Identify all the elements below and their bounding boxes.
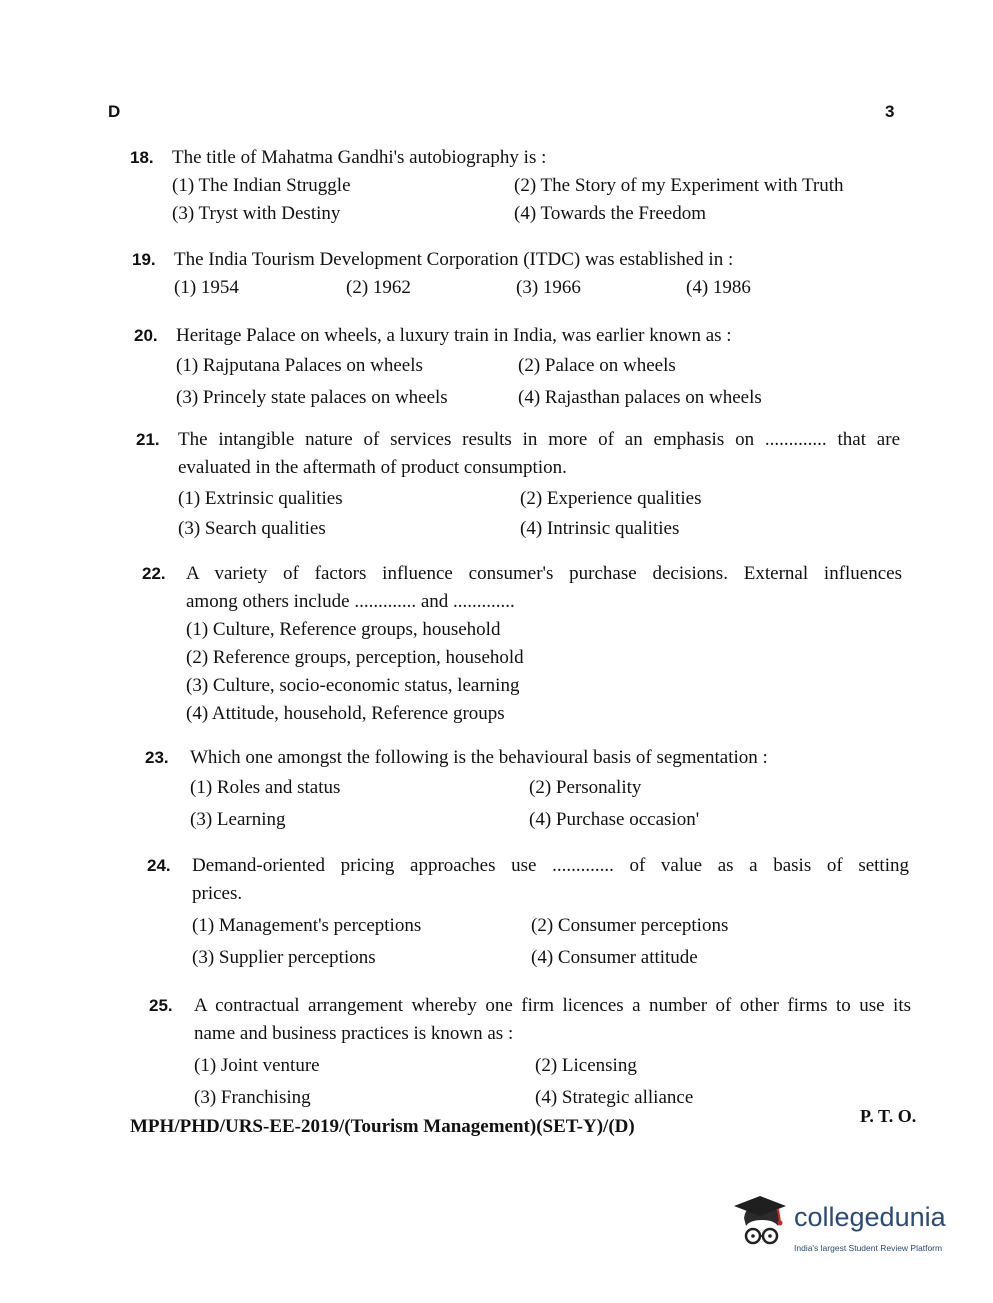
- option-3: (3) Franchising: [194, 1087, 311, 1108]
- question-number: 19.: [132, 250, 156, 269]
- option-4: (4) 1986: [686, 277, 751, 298]
- option-3: (3) Search qualities: [178, 518, 326, 539]
- option-3: (3) Supplier perceptions: [192, 947, 376, 968]
- question-21: [136, 426, 900, 544]
- option-1: (1) Management's perceptions: [192, 915, 422, 936]
- question-text-line-2: among others include ............. and .............: [186, 591, 515, 612]
- question-text-line-1: A contractual arrangement whereby one firm licences a number of other firms to use its: [194, 995, 911, 1016]
- option-1: (1) Rajputana Palaces on wheels: [176, 355, 423, 376]
- option-1: (1) 1954: [174, 277, 239, 298]
- option-3: (3) Princely state palaces on wheels: [176, 387, 448, 408]
- option-2: (2) 1962: [346, 277, 411, 298]
- question-text-line-2: prices.: [192, 883, 243, 904]
- option-3: (3) Learning: [190, 809, 286, 830]
- option-3: (3) 1966: [516, 277, 581, 298]
- question-text: The India Tourism Development Corporation (ITDC) was established in :: [174, 249, 734, 270]
- option-4: (4) Towards the Freedom: [514, 203, 706, 224]
- paper-code: MPH/PHD/URS-EE-2019/(Tourism Management)(SET-Y)/(D): [130, 1116, 635, 1137]
- option-4: (4) Strategic alliance: [535, 1087, 694, 1108]
- question-number: 23.: [145, 748, 169, 767]
- question-number: 18.: [130, 148, 154, 167]
- option-2: (2) Personality: [529, 777, 642, 798]
- mascot-icon: [734, 1196, 790, 1256]
- brand-tagline: India's largest Student Review Platform: [794, 1243, 943, 1253]
- question-19: [132, 246, 892, 302]
- brand-name: collegedunia: [794, 1202, 946, 1232]
- question-number: 20.: [134, 326, 158, 345]
- question-23: [145, 744, 905, 836]
- question-number: 25.: [149, 996, 173, 1015]
- option-4: (4) Consumer attitude: [531, 947, 698, 968]
- option-1: (1) Roles and status: [190, 777, 341, 798]
- option-2: (2) Consumer perceptions: [531, 915, 729, 936]
- page-number: 3: [885, 102, 895, 121]
- question-text: Which one amongst the following is the behavioural basis of segmentation :: [190, 747, 768, 768]
- option-1: (1) Joint venture: [194, 1055, 320, 1076]
- option-1: (1) Culture, Reference groups, household: [186, 619, 501, 640]
- question-text-line-2: name and business practices is known as :: [194, 1023, 514, 1044]
- option-4: (4) Rajasthan palaces on wheels: [518, 387, 762, 408]
- question-text-line-1: Demand-oriented pricing approaches use ............. of value as a basis of setting: [192, 855, 909, 876]
- question-text: Heritage Palace on wheels, a luxury train in India, was earlier known as :: [176, 325, 732, 346]
- pto-label: P. T. O.: [860, 1106, 917, 1126]
- option-4: (4) Attitude, household, Reference groups: [186, 703, 505, 724]
- option-4: (4) Purchase occasion': [529, 809, 700, 830]
- option-3: (3) Culture, socio-economic status, learning: [186, 675, 520, 696]
- option-1: (1) Extrinsic qualities: [178, 488, 343, 509]
- question-text-line-1: A variety of factors influence consumer's purchase decisions. External influences: [186, 563, 902, 584]
- question-text-line-2: evaluated in the aftermath of product consumption.: [178, 457, 567, 478]
- option-2: (2) Experience qualities: [520, 488, 702, 509]
- option-1: (1) The Indian Struggle: [172, 175, 351, 196]
- option-2: (2) The Story of my Experiment with Truth: [514, 175, 844, 196]
- set-letter: D: [108, 102, 121, 121]
- question-number: 21.: [136, 430, 160, 449]
- option-3: (3) Tryst with Destiny: [172, 203, 341, 224]
- collegedunia-watermark: [734, 1196, 960, 1258]
- question-number: 24.: [147, 856, 171, 875]
- question-text: The title of Mahatma Gandhi's autobiography is :: [172, 147, 547, 168]
- question-20: [134, 322, 894, 414]
- question-25: [149, 992, 911, 1114]
- question-18: [130, 144, 890, 228]
- option-4: (4) Intrinsic qualities: [520, 518, 680, 539]
- question-22: [142, 560, 902, 728]
- question-text-line-1: The intangible nature of services results in more of an emphasis on ............. that are: [178, 429, 900, 450]
- question-24: [147, 852, 909, 974]
- option-2: (2) Licensing: [535, 1055, 637, 1076]
- option-2: (2) Palace on wheels: [518, 355, 676, 376]
- question-number: 22.: [142, 564, 166, 583]
- option-2: (2) Reference groups, perception, household: [186, 647, 524, 668]
